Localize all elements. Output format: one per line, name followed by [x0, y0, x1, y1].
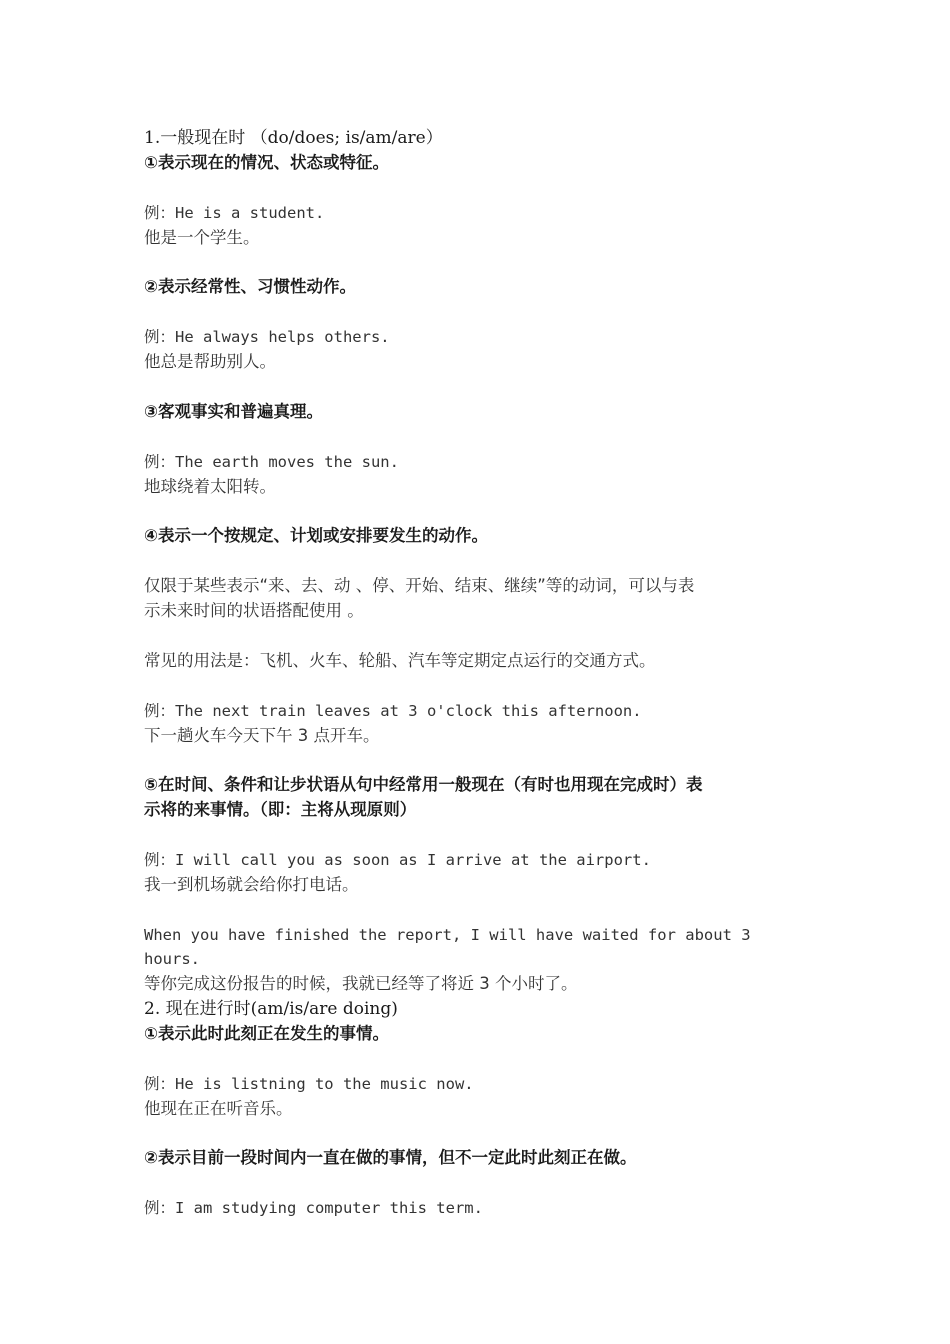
rule-5-example-2-en-line-2: hours. [144, 950, 200, 968]
rule-4-title: ④表示一个按规定、计划或安排要发生的动作。 [144, 526, 488, 545]
rule-5-title-line-2: 示将的来事情。（即：主将从现原则） [144, 800, 417, 819]
rule-3-example-cn: 地球绕着太阳转。 [144, 477, 276, 496]
rule-4-note-line-2: 示未来时间的状语搭配使用 。 [144, 601, 364, 620]
rule-4-note-line-1: 仅限于某些表示“来、去、动 、停、开始、结束、继续”等的动词，可以与表 [144, 576, 695, 595]
pc-rule-1-example-en: 例：He is listning to the music now. [144, 1075, 474, 1093]
pc-rule-1-example-cn: 他现在正在听音乐。 [144, 1099, 293, 1118]
rule-4-example-cn: 下一趟火车今天下午 3 点开车。 [144, 726, 380, 745]
heading-present-continuous: 2. 现在进行时(am/is/are doing) [144, 999, 398, 1019]
rule-1-title: ①表示现在的情况、状态或特征。 [144, 153, 389, 172]
rule-5-title-line-1: ⑤在时间、条件和让步状语从句中经常用一般现在（有时也用现在完成时）表 [144, 775, 703, 794]
rule-2-example-en: 例：He always helps others. [144, 328, 390, 346]
pc-rule-1-title: ①表示此时此刻正在发生的事情。 [144, 1024, 389, 1043]
rule-2-example-cn: 他总是帮助别人。 [144, 352, 276, 371]
rule-3-title: ③客观事实和普遍真理。 [144, 402, 323, 421]
pc-rule-2-example-en: 例：I am studying computer this term. [144, 1199, 483, 1217]
rule-5-example-2-cn: 等你完成这份报告的时候，我就已经等了将近 3 个小时了。 [144, 974, 578, 993]
rule-4-note-2: 常见的用法是：飞机、火车、轮船、汽车等定期定点运行的交通方式。 [144, 651, 656, 670]
pc-rule-2-title: ②表示目前一段时间内一直在做的事情，但不一定此时此刻正在做。 [144, 1148, 637, 1167]
heading-simple-present: 1.一般现在时 （do/does; is/am/are） [144, 128, 443, 148]
rule-2-title: ②表示经常性、习惯性动作。 [144, 277, 356, 296]
rule-1-example-en: 例：He is a student. [144, 204, 325, 222]
rule-5-example-cn: 我一到机场就会给你打电话。 [144, 875, 359, 894]
rule-3-example-en: 例：The earth moves the sun. [144, 453, 399, 471]
rule-5-example-en: 例：I will call you as soon as I arrive at the airport. [144, 851, 651, 869]
rule-4-example-en: 例：The next train leaves at 3 o'clock this afternoon. [144, 702, 642, 720]
rule-1-example-cn: 他是一个学生。 [144, 228, 260, 247]
rule-5-example-2-en-line-1: When you have finished the report, I will have waited for about 3 [144, 926, 751, 944]
